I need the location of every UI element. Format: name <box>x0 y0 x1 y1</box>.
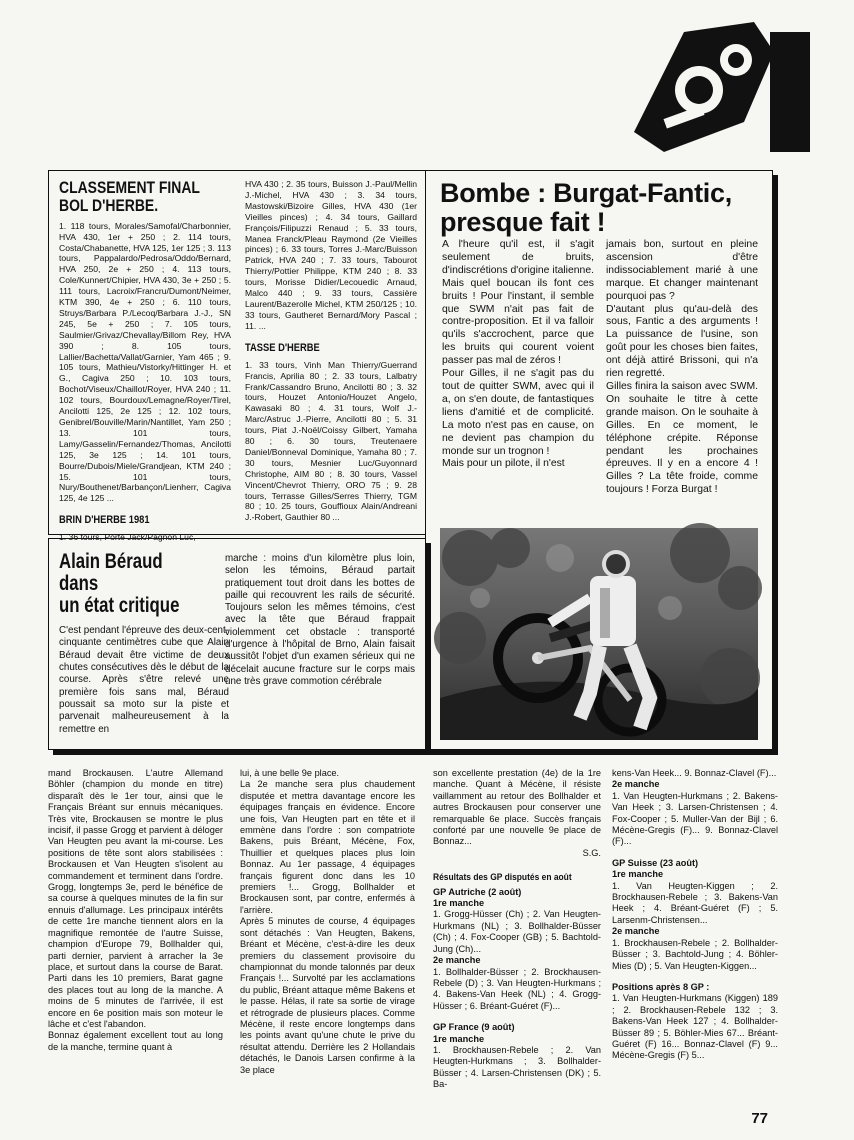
gp-france-m2-label: 2e manche <box>612 779 660 790</box>
article-para2: Bonnaz également excellent tout au long de la manche, termine quant à <box>48 1030 223 1052</box>
bombe-title-line1: Bombe : Burgat-Fantic, <box>440 178 732 208</box>
gp-autriche-m1-label: 1re manche <box>433 898 485 909</box>
tasse-results: 1. 33 tours, Vinh Man Thierry/Guerrand Francis, Aprilia 80 ; 2. 33 tours, Lalbatry Frank/Cassandro Bruno, Ancilotti 80 ; 3. 32 tours, Houzet Antonio/Houzet Angelo, Kawasaki 80 ; 4. 31 tours, Wolf J.-Marc/Astruc J.-Pierre, Ancilotti 80 ; 5. 31 tours, Piat J.-Noël/Coissy Gilbert, Yamaha 80 ; 6. 30 tours, Treutenaere Daniel/Bonneval Dominique, Yamaha 80 ; 7. 30 tours, Mesnier Luc/Guyonnard Christophe, AIM 80 ; 8. 30 tours, Vassel Vincent/Chevrot Thierry, ORO 75 ; 9. 28 tours, Terrasse Gilles/Serres Thierry, TGM 80 ; 10. 25 tours, Gouffioux Alain/Andreani J.-Robert, Gauthier 80 ... <box>245 359 417 523</box>
infos-logo-word: infos <box>808 40 854 146</box>
article-para1: mand Brockausen. L'autre Allemand Böhler (champion du monde en titre) disparaît dès le 1er tour, ainsi que le Français Bréant sur ennuis mécaniques. Très vite, Brockausen se montre le plus incisif, il passe Grogg et parvient à déloger Van Heugten peu avant la mi-course. Les positions de tête sont alors stabilisées : Brockausen et Van Heugten s'isolent au commandement et terminent dans l'ordre. Grogg, longtemps 3e, perd le bénéfice de sa course à quelques minutes de la fin sur ennuis d'allumage. Les principaux intérêts de cette 1re manche tiennent alors en la magnifique remontée de l'autre Suisse, champion d'Europe 79, Bollhalder qui, parti dernier, parvient à arracher la 3e place, et surtout dans la course de Barat. Parti dans les 10 premiers, Barat gagne des places tout au long de la manche. A moins de 5 minutes de l'arrivée, il est encore en 6e position mais son moteur le lâche et c'est l'abandon. <box>48 768 223 1029</box>
positions-text: 1. Van Heugten-Hurkmans (Kiggen) 189 ; 2. Brockhausen-Rebele 132 ; 3. Bakens-Van Heek 127 ; 4. Bollhalder-Büsser 89 ; 5. Böhler-Mies 67... Bréant-Guéret (F) 16... Bonnaz-Clavel (F) 9... Mécène-Gregis (F) 5... <box>612 993 778 1061</box>
article-para5: Après 5 minutes de course, 4 équipages sont détachés : Van Heugten, Bakens, Bréant et Mécène, c'est-à-dire les deux premiers du classement provisoire du championnat du monde talonnés par deux Français !... Survolté par les acclamations du public, Bréant attaque même Bakens et le passe. Hélas, il rate sa sortie de virage et rétrograde de plusieurs places. Comme Mécène, il reste encore longtemps dans les points avant qu'une chute le prive du résultat attendu. Derrière les 2 Hollandais détachés, le Danois Larsen confirme à la 3e place <box>240 916 415 1075</box>
beraud-col2 <box>225 553 415 688</box>
bombe-col2 <box>606 239 758 497</box>
bombe-para4: jamais bon, surtout en pleine ascension d'être indissociablement marié à une marque. Et changer maintenant pourquoi pas ? <box>606 239 758 302</box>
article-para3: lui, à une belle 9e place. <box>240 768 340 778</box>
tasse-title: TASSE D'HERBE <box>245 341 320 354</box>
beraud-col1 <box>59 551 229 736</box>
results-title: Résultats des GP disputés en août <box>433 871 572 883</box>
brin-title: BRIN D'HERBE 1981 <box>59 514 150 527</box>
bombe-para2: Pour Gilles, il ne s'agit pas du tout de quitter SWM, avec qui il a, on s'en doute, de fantastiques liens d'amitié et de complicité. La moto n'est pas en cause, on ne devient pas champion du monde sur un trognon ! <box>442 368 594 457</box>
gp-suisse-m1-label: 1re manche <box>612 869 664 880</box>
gp-autriche-m1: 1. Grogg-Hüsser (Ch) ; 2. Van Heugten-Hurkmans (NL) ; 3. Bollhalder-Büsser (Ch) ; 4. Fox-Cooper (GB) ; 5. Bachtold-Jung (Ch)... <box>433 909 601 954</box>
classement-col2 <box>245 179 417 523</box>
bombe-col1 <box>442 239 594 471</box>
bombe-para6: Gilles finira la saison avec SWM. On souhaite le titre à cette grande maison. On le souhaite à Gilles. En ce moment, le téléphone crépite. Réponse pendant les prochaines épreuves. Il y en a encore 4 ! Gilles ? La tête froide, comme toujours ! Forza Burgat ! <box>606 380 758 496</box>
article-col1 <box>48 768 223 1053</box>
positions-title: Positions après 8 GP : <box>612 981 710 992</box>
beraud-box <box>48 538 426 750</box>
bombe-title-line2: presque fait ! <box>440 207 606 237</box>
article-col3 <box>433 768 601 1091</box>
gp-suisse-title: GP Suisse (23 août) <box>612 857 699 868</box>
gp-autriche-title: GP Autriche (2 août) <box>433 886 522 897</box>
classement-box <box>48 170 426 543</box>
article-col4 <box>612 768 778 1062</box>
bombe-headline <box>440 179 770 237</box>
bombe-para1: A l'heure qu'il est, il s'agit seulement de bruits, d'indiscrétions d'origine italienne. Mais quel boucan ils font ces bruits ! Pour l'instant, il semble que SWM n'ait pas fait de contre-proposition. Et il va falloir qu'ils s'accrochent, parce que les bruits qui courent voient passer pas mal de zéros ! <box>442 239 594 367</box>
beraud-para1: C'est pendant l'épreuve des deux-cent-cinquante centimètres cube que Alain Béraud devait être victime de deux chutes consécutives dès le début de la course. Après s'être relevé une première fois sans mal, Béraud poussait sa moto sur la piste et parvenait malheureusement à la remettre en <box>59 625 229 735</box>
bombe-para3: Mais pour un pilote, il n'est <box>442 458 565 470</box>
beraud-title-line1: Alain Béraud dans <box>59 550 163 596</box>
page-number: 77 <box>751 1110 768 1127</box>
infos-logo-art <box>624 12 816 162</box>
gp-suisse-m2: 1. Brockhausen-Rebele ; 2. Bollhalder-Büsser ; 3. Bachtold-Jung ; 4. Böhler-Mies (D) ; 5. Van Heugten-Kiggen... <box>612 937 778 971</box>
article-para6: son excellente prestation (4e) de la 1re manche. Quant à Mécène, il résiste vaillamment au retour des Bollhalder et autres Brockausen pour conserver une remarquable 6e place. Succès français conforté par une nouvelle 9e place de Bonnaz... <box>433 768 601 847</box>
beraud-title-line2: un état critique <box>59 594 180 618</box>
gp-france-m1-cont: kens-Van Heek... 9. Bonnaz-Clavel (F)... <box>612 768 777 778</box>
gp-france-m1-label: 1re manche <box>433 1033 485 1044</box>
classement-results: 1. 118 tours, Morales/Samofal/Charbonnier, HVA 430, 1er + 250 ; 2. 114 tours, Costa/Chabanette, HVA 125, 1er 125 ; 3. 113 tours, Pappalardo/Pedrosa/Oddo/Bernard, HVA 250, 2e + 250 ; 4. 113 tours, Cole/Kunnert/Chipier, HVA 430, 3e + 250 ; 5. 111 tours, Lacroix/Francru/Dumont/Neimer, KTM 390, 4e + 250 ; 6. 110 tours, Struys/Barbara P./Lecoq/Barbara J.-J., SN 245, 5e + 250 ; 7. 105 tours, Saulmier/Grivaz/Chevallay/Billom Rey, HVA 390 ; 8. 105 tours, Lallier/Bachetta/Vallat/Garnier, Yam 465 ; 9. 105 tours, Mathieu/Vistorky/Hittinger H. et G., Cagiva 250 ; 10. 103 tours, Bochot/Viseux/Chaillot/Royer, HVA 240 ; 11. 102 tours, Bourdoux/Lemagne/Royer/Tirel, Ancilotti 125, 2e 125 ; 12. 102 tours, Genibrel/Bouville/Marin/Nantillet, Yam 250 ; 13. 101 tours, Lamy/Gasselin/Fernandez/Thomas, Ancilotti 125, 3e 125 ; 14. 101 tours, Bourre/Dubois/Miele/Grandjean, KTM 240 ; 15. 101 tours, Nury/Bouthenet/Barbançon/Lienherr, Cagiva 125, 4e 125 ... <box>59 220 231 504</box>
brin-results: HVA 430 ; 2. 35 tours, Buisson J.-Paul/Mellin J.-Michel, HVA 430 ; 3. 34 tours, Mastowski/Bizoire Gilles, HVA 430 (1er Vieilles pinces) ; 4. 34 tours, Gaillard François/Filipuzzi Renaud ; 5. 33 tours, Manea Franck/Pleau Raymond (2e Vieilles pinces) ; 6. 33 tours, Torres J.-Marc/Buisson Patrick, HVA 240 ; 7. 33 tours, Tabourot Thierry/Pottier Philippe, KTM 240 ; 8. 33 tours, Morisse Didier/Lecouedic Arnaud, Malco 440 ; 9. 33 tours, Cassière Laurent/Bazerolle Michel, KTM 250/125 ; 10. 33 tours, Gautheret Bernard/Mory Pascal ; 11. ... <box>245 179 417 331</box>
article-col2 <box>240 768 415 1076</box>
beraud-para2: marche : moins d'un kilomètre plus loin, selon les témoins, Béraud partait pratiquement tout droit dans les bottes de paille qui recouvrent les rails de sécurité. Toujours selon les mêmes témoins, c'est avec la tête que Béraud frappait violemment cet obstacle : transporté d'urgence à l'hôpital de Brno, Alain faisait aussitôt l'objet d'un examen sérieux qui ne décelait aucune fracture sur le corps mais une très grave commotion cérébrale <box>225 553 415 687</box>
classement-title-line2: BOL D'HERBE. <box>59 195 159 215</box>
infos-logo <box>624 12 854 162</box>
trial-rider-photo <box>440 528 758 740</box>
article-para4: La 2e manche sera plus chaudement disputée et mettra davantage encore les équipages français en évidence. Encore une fois, Van Heugten part en tête et il emmène dans l'ordre : son compatriote Bakens, puis Bréant, Mécène, Fox, Thuillier et quelques places plus loin Bonnaz. Au 1er passage, 4 équipages français figurent donc dans les 10 premiers !... Grogg, Bollhalder et Brockausen sont, par contre, enfermés à l'arrière. <box>240 779 415 915</box>
classement-col1 <box>59 179 231 543</box>
gp-suisse-m1: 1. Van Heugten-Kiggen ; 2. Brockhausen-Rebele ; 3. Bakens-Van Heek ; 4. Bréant-Guéret (F) ; 5. Larsenm-Christensen... <box>612 880 778 925</box>
article-signature: S.G. <box>582 847 601 858</box>
brin-text: 1. 36 tours, Porte Jack/Pagnon Luc, <box>59 532 196 543</box>
gp-france-m2: 1. Van Heugten-Hurkmans ; 2. Bakens-Van Heek ; 3. Larsen-Christensen ; 4. Fox-Cooper ; 5. Muller-Van der Bijl ; 6. Mécène-Gregis (F)... 9. Bonnaz-Clavel (F)... <box>612 790 778 847</box>
bombe-para5: D'autant plus qu'au-delà des sous, Fantic a des arguments ! La puissance de l'usine, son goût pour les choses bien faites, ont déjà attiré Brissoni, qui n'a rien regretté. <box>606 303 758 380</box>
gp-autriche-m2-label: 2e manche <box>433 955 481 966</box>
classement-title-line1: CLASSEMENT FINAL <box>59 178 200 197</box>
gp-autriche-m2: 1. Bollhalder-Büsser ; 2. Brockhausen-Rebele (D) ; 3. Van Heugten-Hurkmans ; 4. Bakens-Van Heek (NL) ; 4. Grogg-Hüsser ; 6. Bréant-Guéret (F)... <box>433 966 601 1011</box>
gp-suisse-m2-label: 2e manche <box>612 926 660 937</box>
gp-france-title: GP France (9 août) <box>433 1022 515 1033</box>
gp-france-m1: 1. Brockhausen-Rebele ; 2. Van Heugten-Hurkmans ; 3. Bollhalder-Büsser ; 4. Larsen-Christensen (DK) ; 5. Ba- <box>433 1044 601 1090</box>
